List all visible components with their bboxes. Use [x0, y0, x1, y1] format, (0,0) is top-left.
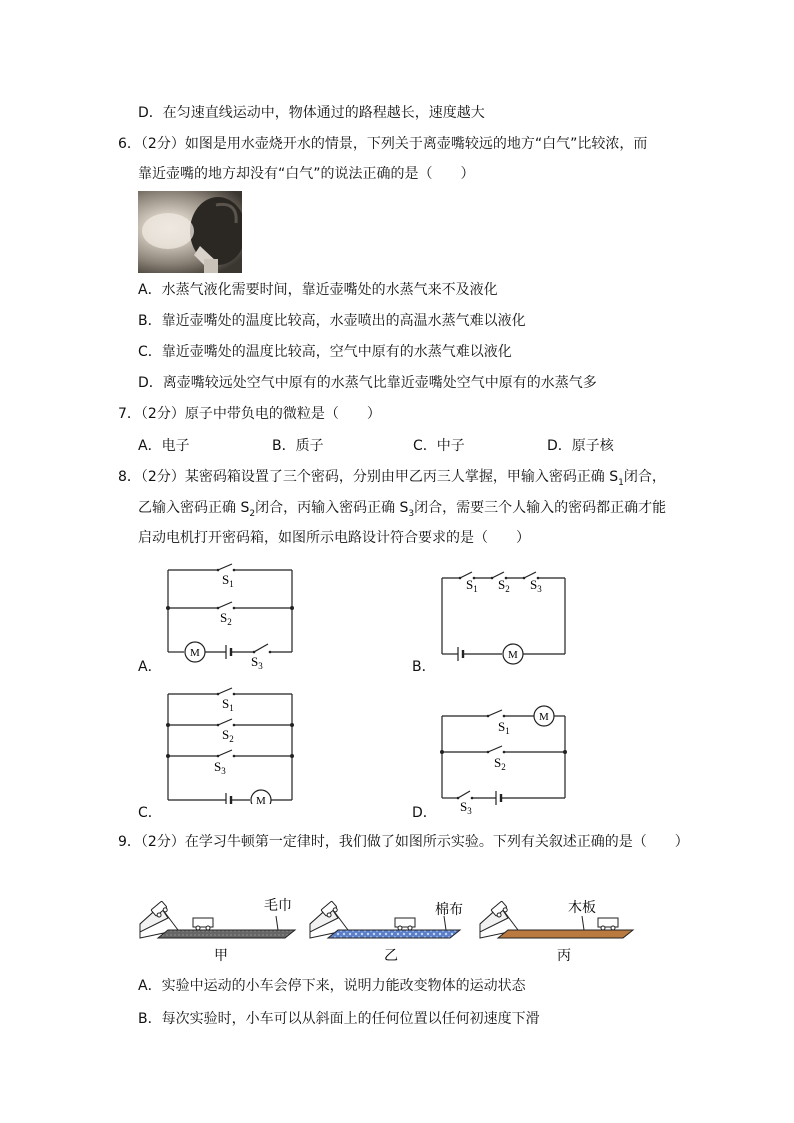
newton-experiment-figure	[138, 890, 638, 966]
q9-stem: 9．（2分）在学习牛顿第一定律时，我们做了如图所示实验。下列有关叙述正确的是（ ）	[118, 834, 689, 850]
kettle-photo	[138, 191, 242, 273]
circuit-c	[138, 684, 298, 804]
circuit-d	[430, 700, 575, 815]
switch-s3-label: $S_3$	[214, 759, 226, 776]
switch-s1-label: $S_1$	[222, 696, 234, 713]
circuit-d-label: D．	[412, 805, 437, 821]
surface-board-label: 木板	[568, 900, 596, 916]
switch-s2-label: $S_2$	[494, 755, 506, 772]
motor-label: M	[256, 795, 266, 804]
switch-s2-label: $S_2$	[222, 727, 234, 744]
circuit-b-label: B．	[412, 659, 436, 675]
circuit-a	[138, 562, 298, 674]
group-yi-label: 乙	[384, 948, 398, 964]
surface-cloth-label: 棉布	[435, 902, 463, 918]
motor-label: M	[508, 649, 518, 661]
switch-s1-label: $S_1$	[466, 577, 478, 594]
motor-label: M	[539, 711, 549, 723]
motor-label: M	[190, 647, 200, 659]
q6-stem-line1: 6．（2分）如图是用水壶烧开水的情景，下列关于离壶嘴较远的地方“白气”比较浓，而	[118, 136, 648, 152]
switch-s3-label: $S_3$	[530, 577, 542, 594]
switch-s3-label: $S_3$	[251, 654, 263, 671]
q6-option-a: A．水蒸气液化需要时间，靠近壶嘴处的水蒸气来不及液化	[138, 282, 498, 298]
switch-s3-label: $S_3$	[460, 799, 472, 815]
q8-stem-line3: 启动电机打开密码箱，如图所示电路设计符合要求的是（ ）	[138, 530, 530, 546]
group-jia-label: 甲	[214, 948, 228, 964]
q5-option-d: D．在匀速直线运动中，物体通过的路程越长，速度越大	[138, 105, 485, 121]
switch-s1-label: $S_1$	[222, 572, 234, 589]
q7-option-b: B．质子	[272, 438, 324, 454]
setup-bing	[480, 901, 633, 938]
kettle-photo-art	[138, 191, 242, 273]
group-bing-label: 丙	[557, 948, 571, 964]
q6-stem-line2: 靠近壶嘴的地方却没有“白气”的说法正确的是（ ）	[138, 166, 475, 182]
q6-option-c: C．靠近壶嘴处的温度比较高，空气中原有的水蒸气难以液化	[138, 344, 512, 360]
q7-option-c: C．中子	[413, 438, 465, 454]
switch-s1-label: $S_1$	[498, 719, 510, 736]
q9-option-a: A．实验中运动的小车会停下来，说明力能改变物体的运动状态	[138, 978, 526, 994]
circuit-c-label: C．	[138, 805, 162, 821]
circuit-b	[430, 566, 575, 666]
circuit-a-label: A．	[138, 659, 162, 675]
switch-s2-label: $S_2$	[220, 610, 232, 627]
q7-option-a: A．电子	[138, 438, 190, 454]
q8-stem-line2: 乙输入密码正确 $S_2$闭合，丙输入密码正确 $S_3$闭合，需要三个人输入的密码都正确才能	[138, 500, 667, 519]
q6-option-b: B．靠近壶嘴处的温度比较高，水壶喷出的高温水蒸气难以液化	[138, 313, 526, 329]
q7-stem: 7．（2分）原子中带负电的微粒是（ ）	[118, 406, 381, 422]
surface-towel-label: 毛巾	[264, 898, 292, 914]
q6-option-d: D．离壶嘴较远处空气中原有的水蒸气比靠近壶嘴处空气中原有的水蒸气多	[138, 375, 597, 391]
q8-stem-line1: 8．（2分）某密码箱设置了三个密码，分别由甲乙丙三人掌握，甲输入密码正确 $S_1$闭合，	[118, 469, 666, 488]
switch-s2-label: $S_2$	[498, 577, 510, 594]
q9-option-b: B．每次实验时，小车可以从斜面上的任何位置以任何初速度下滑	[138, 1011, 540, 1027]
q7-option-d: D．原子核	[547, 438, 614, 454]
